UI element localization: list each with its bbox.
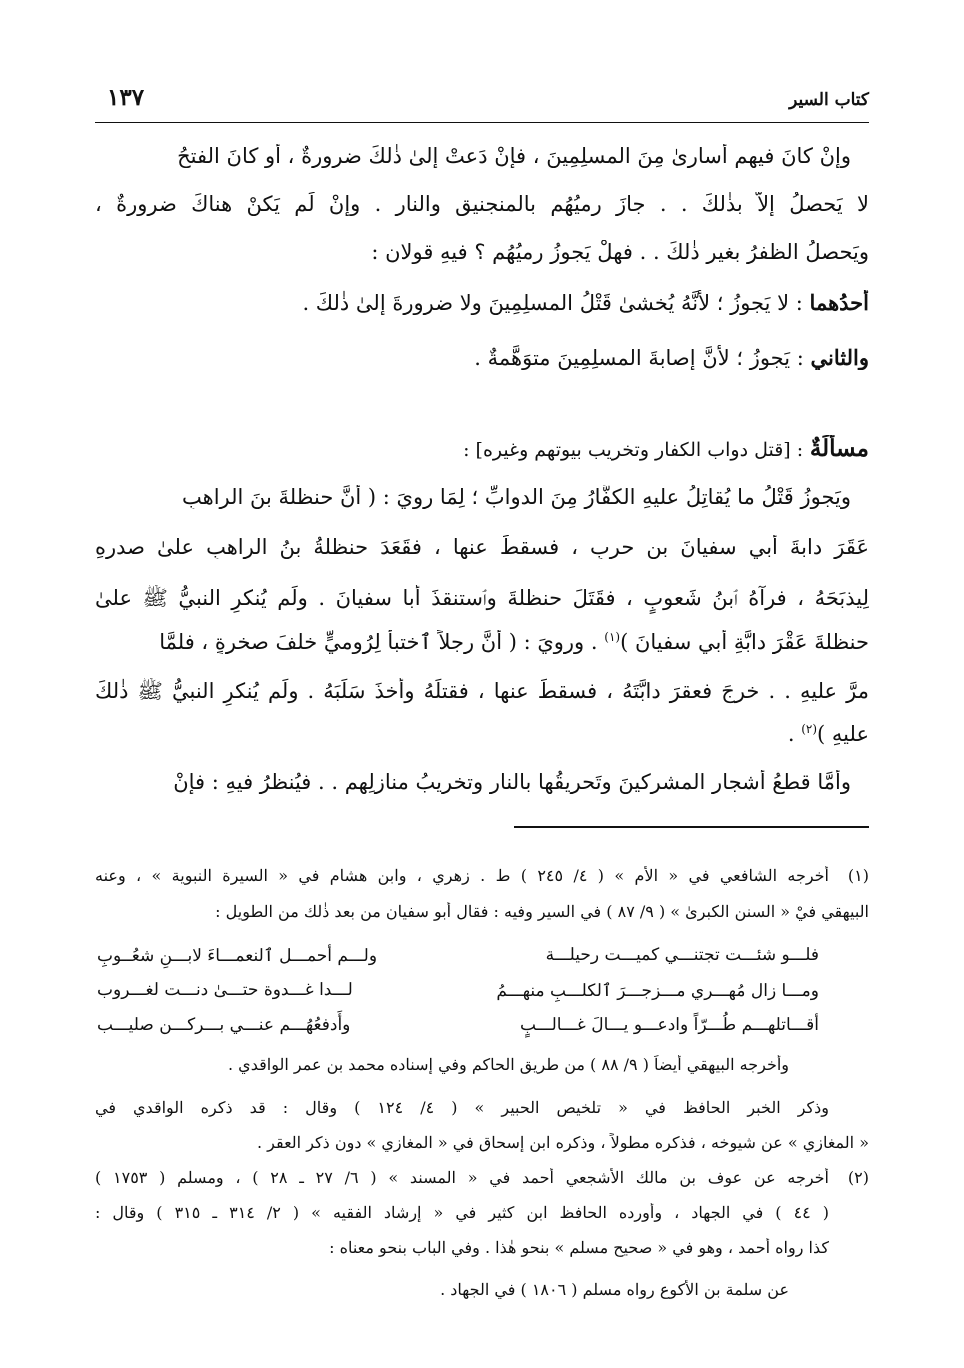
footnote-line: وأخرجه البيهقي أيضاً ( ٩/ ٨٨ ) من طريق الحاكم وفي إسناده محمد بن عمر الواقدي . [228, 1055, 789, 1074]
footnote-line: البيهقي فيْ « السنن الكبرىٰ » ( ٩/ ٨٧ ) في السير وفيه : فقال أبو سفيان من بعد ذٰلك من الطويل : [215, 902, 869, 921]
opinion-text: : لا يَجوزُ ؛ لأنَّهُ يُخشىٰ قَتْلُ المسلِمِينَ ولا ضرورةَ إلىٰ ذٰلكَ . [302, 291, 803, 315]
footnote-number: (١) [847, 866, 869, 885]
footnote-line: « المغازي » عن شيوخه ، فذكره مطولاً ، وذكره ابن إسحاق في « المغازي » دون ذكر العقر . [256, 1133, 869, 1152]
footnote-line: وذكر الخبر الحافظ في « تلخيص الحبير » ( ٤/ ١٢٤ ) وقال : قد ذكره الواقدي في [95, 1098, 829, 1117]
verse-hemistich: فلـــو شئـــت تجتنـــي كميـــت رحيلـــة [545, 945, 819, 965]
footnote-line: أخرجه الشافعي في « الأم » ( ٤/ ٢٤٥ ) ط . زهري ، وابن هشام في « السيرة النبوية » ، وعنه [95, 866, 829, 885]
body-line: عَقَرَ دابةَ أَبي سفيانَ بنِ حربٍ ، فسقطَ عنها ، فقَعَدَ حنظلةُ بنُ الراهبِ علىٰ صدرِهِ [95, 535, 869, 559]
verse-hemistich: أقـــاتلهـــم طُـــرّاً وادعـــو يـــالَ غـــالـــبٍ [519, 1015, 819, 1035]
masala-title: : [قتل دواب الكفار وتخريب بيوتهم وغيره] : [463, 439, 804, 461]
body-line [95, 630, 869, 654]
footnote-line: أخرجه عن عوف بن مالك الأشجعي أحمد في « المسند » ( ٦/ ٢٧ ـ ٢٨ ) ، ومسلم ( ١٧٥٣ ) [95, 1168, 829, 1187]
body-text: عليهِ ) [817, 722, 869, 746]
footnote-ref: (٢) [801, 722, 818, 736]
body-text: . [787, 722, 802, 746]
body-line: وأَمَّا قطعُ أَشجارِ المشرِكينَ وتَحريقُها بالنارِ وتخريبُ منازلِهم . . فيُنظرُ فيهِ : فإنْ [173, 770, 851, 794]
page-number: ١٣٧ [107, 84, 145, 111]
opinion-second [95, 345, 869, 370]
masala-heading [95, 435, 869, 462]
verse-hemistich: وأَدفعُهُـــم عنـــي بـــركـــن صليـــب [97, 1015, 351, 1035]
footnote-line: ( ٤٤ ) في الجهاد ، وأورده الحافظ ابن كثير في « إرشاد الفقيه » ( ٢/ ٣١٤ ـ ٣١٥ ) وقال : [95, 1203, 829, 1222]
footnote-number: (٢) [847, 1168, 869, 1187]
verse-hemistich: لـــدا غـــدوة حتـــىٰ دنـــت لغـــروب [97, 980, 353, 1000]
verse-hemistich: ومـــا زال مُهـــري مـــزجـــرَ ٱلكلـــبِ منهـــمُ [496, 981, 819, 1001]
running-title: كتاب السير [789, 90, 869, 110]
opinion-text: : يَجوزُ ؛ لأنَّ إصابةَ المسلِمِينَ متوَهَّمةٌ . [474, 346, 804, 370]
body-text: حنظلةَ عَقْرَ دابَّةِ أَبي سفيانَ ) [620, 630, 869, 654]
page-header [95, 84, 869, 116]
body-text: . ورويَ : ( أَنَّ رجلاً ٱختبأَ لِرُوميٍّ خلفَ صخرةٍ ، فلمَّا [159, 630, 598, 654]
body-line: ويَحصلُ الظفرُ بغيرِ ذٰلكَ . . فهلْ يَجوزُ رميُهُم ؟ فيهِ قولانِ : [371, 240, 869, 264]
body-line: وإنْ كانَ فيهِم أُسارىٰ مِنَ المسلِمِينَ ، فإنْ دَعتْ إلىٰ ذٰلكَ ضرورةٌ ، أَو كانَ الفتحُ [177, 144, 851, 168]
body-line: لا يَحصلُ إلاَّ بذٰلكَ . . جازَ رميُهُم بالمنجنيقِ والنارِ . وإنْ لَم يَكنْ هناكَ ضرورةٌ ، [95, 192, 869, 216]
body-line: لِيذبَحَهُ ، فرآهُ ٱبنُ شَعوبٍ ، فقَتَلَ حنظلةَ وٱستنقذَ أَبا سفيانَ . ولَم يُنكرِ النبيُّ ﷺ علىٰ [95, 586, 869, 610]
footnote-line: عن سلمة بن الأكوع رواه مسلم ( ١٨٠٦ ) في الجهاد . [440, 1280, 789, 1299]
footnote-ref: (١) [604, 630, 621, 644]
body-line: مرَّ عليهِ . . خرجَ فعقرَ دابَّتَهُ ، فسقطَ عنها ، فقتلَهُ وأخذَ سَلَبَهُ . ولَم يُنكرِ النبيُّ ﷺ ذٰلكَ [95, 679, 869, 703]
body-line: ويَجوزُ قَتْلُ ما يُقاتِلُ عليهِ الكفَّارُ مِنَ الدوابِّ ؛ لِمَا رويَ : ( أَنَّ حنظلةَ بنَ الراهبِ [182, 485, 851, 509]
footnote-line: كذا رواه أحمد ، وهو في « صحيح مسلم » بنحو هٰذا . وفي الباب بنحو معناه : [329, 1238, 829, 1257]
header-rule [95, 122, 869, 123]
footnote-separator [514, 826, 869, 828]
opinion-first [95, 290, 869, 315]
opinion-label: أَحدُهما [809, 290, 869, 315]
opinion-label: والثاني [810, 345, 869, 370]
masala-label: مسأَلَةٌ [809, 435, 869, 462]
verse-hemistich: ولـــم أحمـــل ٱلنعمـــاءَ لابـــنِ شعُــوبِ [97, 946, 378, 966]
body-line [95, 722, 869, 746]
